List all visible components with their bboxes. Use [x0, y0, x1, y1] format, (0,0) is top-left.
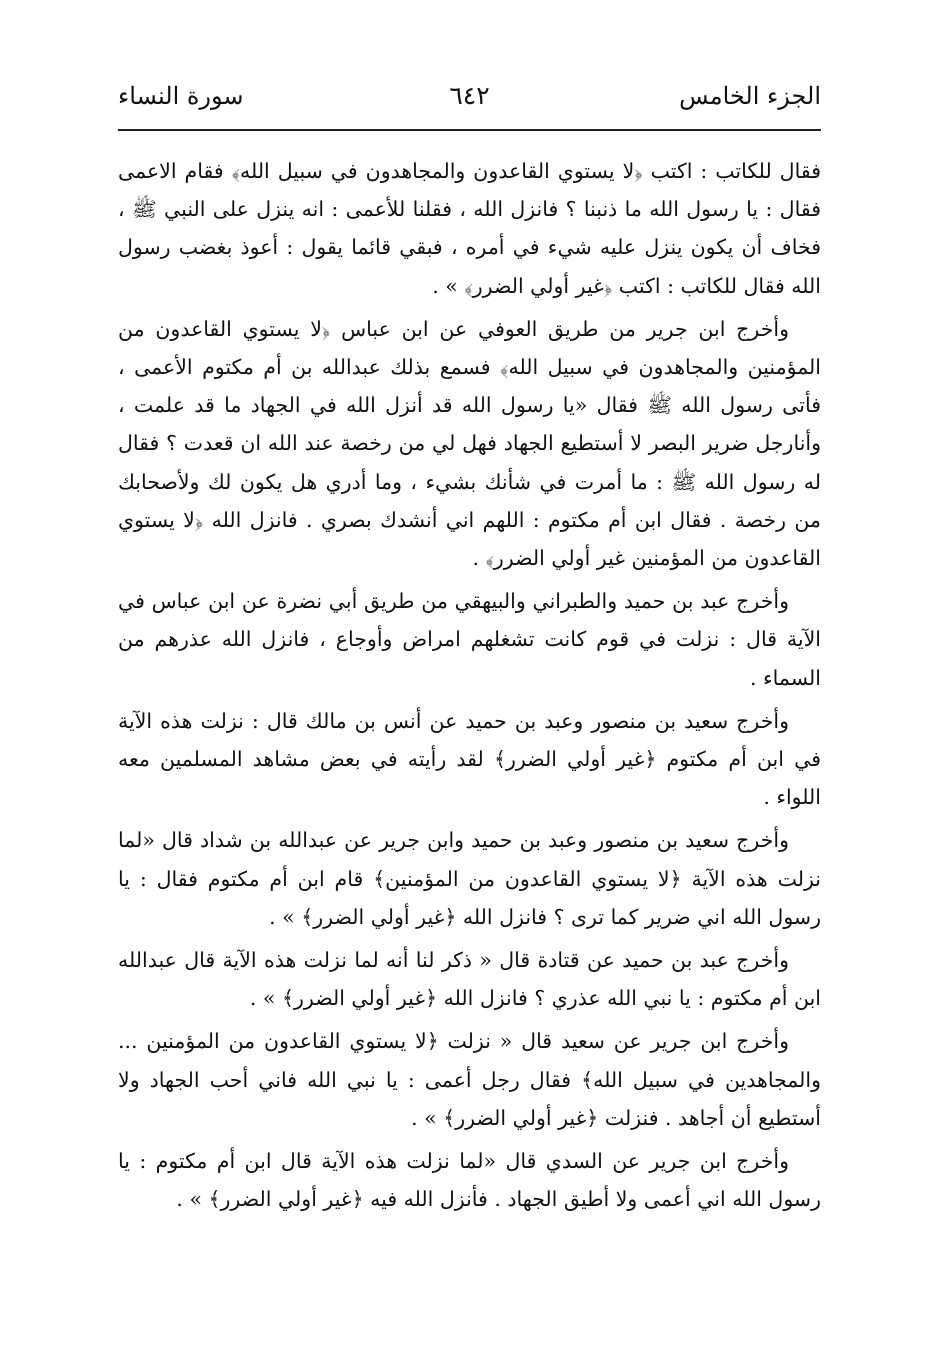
header-part-title: الجزء الخامس: [679, 82, 821, 110]
paragraph-7: وأخرج ابن جرير عن سعيد قال « نزلت ﴿لا يستوي القاعدون من المؤمنين ... والمجاهدين في سبيل الله﴾ فقال رجل أعمى : يا نبي الله فاني أحب الجهاد ولا أستطيع أن أجاهد . فنزلت ﴿غير أولي الضرر﴾ » .: [118, 1029, 821, 1130]
header-surah-title: سورة النساء: [118, 82, 244, 110]
page-header: [118, 78, 821, 118]
paragraph-4: وأخرج سعيد بن منصور وعبد بن حميد عن أنس بن مالك قال : نزلت هذه الآية في ابن أم مكتوم ﴿غير أولي الضرر﴾ لقد رأيته في بعض مشاهد المسلمين معه اللواء .: [118, 708, 821, 810]
header-page-number: ٦٤٢: [449, 81, 490, 110]
paragraph-6: وأخرج عبد بن حميد عن قتادة قال « ذكر لنا أنه لما نزلت هذه الآية قال عبدالله ابن أم مكتوم : يا نبي الله عذري ؟ فانزل الله ﴿غير أولي الضرر﴾ » .: [118, 948, 821, 1011]
paragraph-8: وأخرج ابن جرير عن السدي قال «لما نزلت هذه الآية قال ابن أم مكتوم : يا رسول الله اني أعمى ولا أطيق الجهاد . فأنزل الله فيه ﴿غير أولي الضرر﴾ » .: [118, 1149, 821, 1212]
paragraph-2: وأخرج ابن جرير من طريق العوفي عن ابن عباس ﴿لا يستوي القاعدون من المؤمنين والمجاهدون في سبيل الله﴾ فسمع بذلك عبدالله بن أم مكتوم الأعمى ، فأتى رسول الله ﷺ فقال «يا رسول الله قد أنزل الله في الجهاد ما قد علمت ، وأنارجل ضرير البصر لا أستطيع الجهاد فهل لي من رخصة عند الله ان قعدت ؟ فقال له رسول الله ﷺ : ما أمرت في شأنك بشيء ، وما أدري هل يكون لك ولأصحابك من رخصة . فقال ابن أم مكتوم : اللهم اني أنشدك بصري . فانزل الله ﴿لا يستوي القاعدون من المؤمنين غير أولي الضرر﴾ .: [118, 316, 821, 571]
header-divider: [118, 129, 821, 131]
page-body: [118, 152, 821, 1302]
paragraph-5: وأخرج سعيد بن منصور وعبد بن حميد وابن جرير عن عبدالله بن شداد قال «لما نزلت هذه الآية ﴿لا يستوي القاعدون من المؤمنين﴾ قام ابن أم مكتوم فقال : يا رسول الله اني ضرير كما ترى ؟ فانزل الله ﴿غير أولي الضرر﴾ » .: [118, 828, 821, 929]
paragraph-1: فقال للكاتب : اكتب ﴿لا يستوي القاعدون والمجاهدون في سبيل الله﴾ فقام الاعمى فقال : يا رسول الله ما ذنبنا ؟ فانزل الله ، فقلنا للأعمى : انه ينزل على النبي ﷺ ، فخاف أن يكون ينزل عليه شيء في أمره ، فبقي قائما يقول : أعوذ بغضب رسول الله فقال للكاتب : اكتب ﴿غير أولي الضرر﴾ » .: [118, 159, 821, 298]
paragraph-3: وأخرج عبد بن حميد والطبراني والبيهقي من طريق أبي نضرة عن ابن عباس في الآية قال : نزلت في قوم كانت تشغلهم امراض وأوجاع ، فانزل الله عذرهم من السماء .: [118, 589, 821, 690]
